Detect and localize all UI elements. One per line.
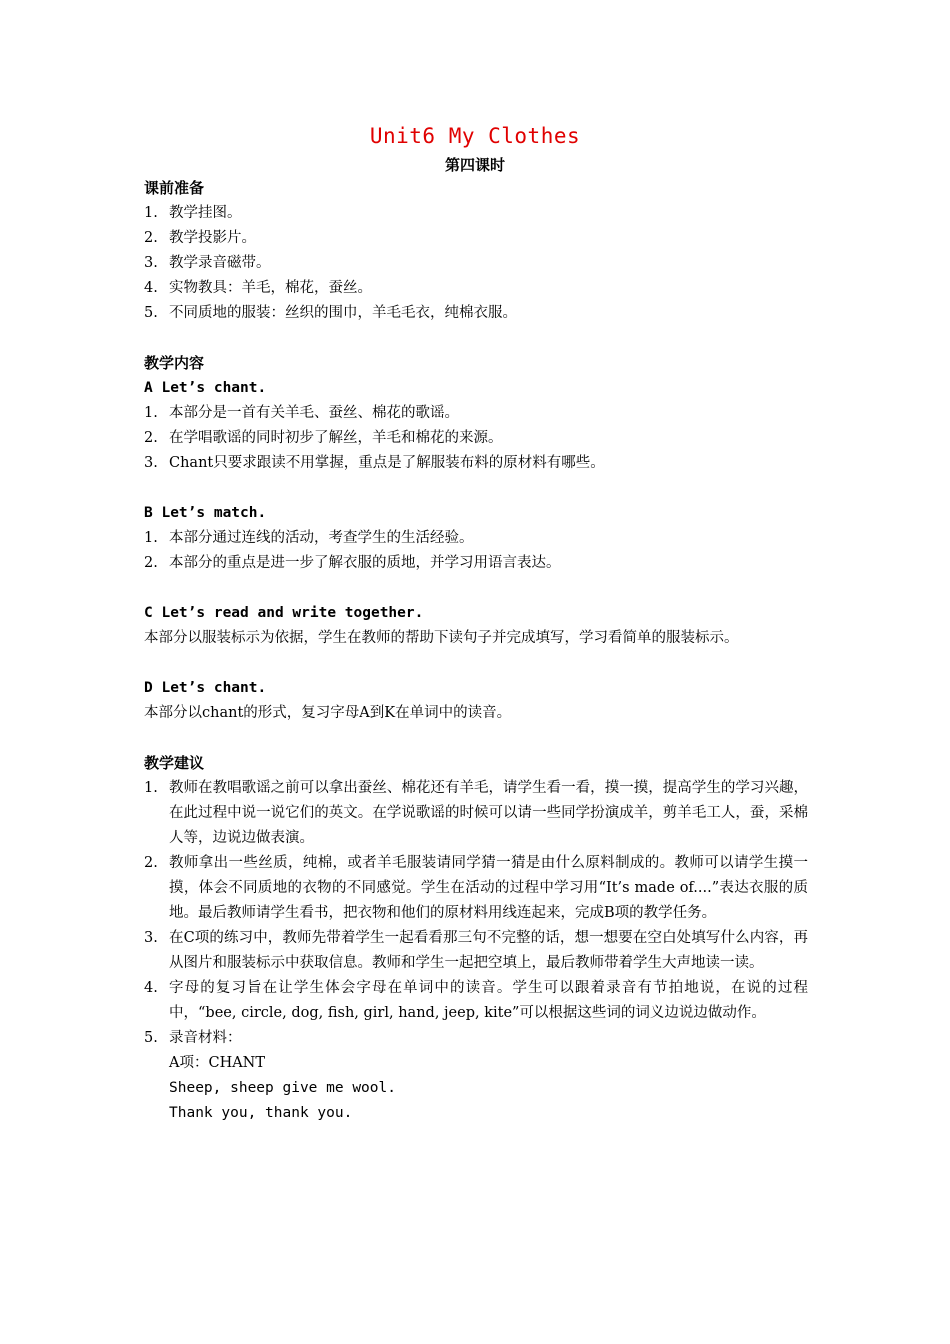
spacer xyxy=(144,576,808,601)
section-b-heading: B Let’s match. xyxy=(144,505,267,521)
lesson-subtitle: 第四课时 xyxy=(444,156,505,174)
section-c-heading: C Let’s read and write together. xyxy=(144,605,424,621)
list-item xyxy=(144,551,808,576)
item-number: 1. xyxy=(144,205,158,221)
list-item xyxy=(144,976,808,1026)
spacer xyxy=(144,726,808,751)
item-text: 教学挂图。 xyxy=(169,205,242,221)
item-number: 3. xyxy=(144,455,158,471)
item-number: 1. xyxy=(144,780,158,796)
section-d-text: 本部分以chant的形式，复习字母A到K在单词中的读音。 xyxy=(144,705,512,721)
document-body xyxy=(144,176,808,1126)
item-number: 1. xyxy=(144,405,158,421)
item-number: 1. xyxy=(144,530,158,546)
section-d-heading: D Let’s chant. xyxy=(144,680,267,696)
list-item xyxy=(144,201,808,226)
section-a-heading: A Let’s chant. xyxy=(144,380,267,396)
prep-heading: 课前准备 xyxy=(144,179,205,197)
item-number: 2. xyxy=(144,230,158,246)
item-number: 2. xyxy=(144,855,158,871)
list-item xyxy=(144,226,808,251)
item-text: 不同质地的服装：丝织的围巾，羊毛毛衣，纯棉衣服。 xyxy=(169,305,517,321)
item-text: 实物教具：羊毛，棉花，蚕丝。 xyxy=(169,280,372,296)
item-number: 5. xyxy=(144,305,158,321)
list-item xyxy=(144,251,808,276)
item-number: 4. xyxy=(144,980,158,996)
item-text: 在C项的练习中，教师先带着学生一起看看那三句不完整的话，想一想要在空白处填写什么内容，再从图片和服装标示中获取信息。教师和学生一起把空填上，最后教师带着学生大声地读一读。 xyxy=(169,930,808,971)
item-text: 教师拿出一些丝质，纯棉，或者羊毛服装请同学猜一猜是由什么原料制成的。教师可以请学生摸一摸，体会不同质地的衣物的不同感觉。学生在活动的过程中学习用“It’s made of....”表达衣服的质地。最后教师请学生看书，把衣物和他们的原材料用线连起来，完成B项的教学任务。 xyxy=(169,855,808,921)
spacer xyxy=(144,651,808,676)
list-item xyxy=(144,301,808,326)
recording-line: Thank you, thank you. xyxy=(169,1105,353,1121)
item-text: 字母的复习旨在让学生体会字母在单词中的读音。学生可以跟着录音有节拍地说，在说的过程中，“bee, circle, dog, fish, girl, hand, jeep, kite”可以根据这些词的词义边说边做动作。 xyxy=(169,980,808,1021)
item-text: 本部分是一首有关羊毛、蚕丝、棉花的歌谣。 xyxy=(169,405,459,421)
recording-line: Sheep, sheep give me wool. xyxy=(169,1080,396,1096)
item-text: 本部分的重点是进一步了解衣服的质地，并学习用语言表达。 xyxy=(169,555,561,571)
item-text: 教学投影片。 xyxy=(169,230,256,246)
item-text: 本部分通过连线的活动，考查学生的生活经验。 xyxy=(169,530,474,546)
item-number: 4. xyxy=(144,280,158,296)
list-item xyxy=(144,526,808,551)
advice-heading: 教学建议 xyxy=(144,754,205,772)
list-item xyxy=(144,401,808,426)
item-number: 5. xyxy=(144,1030,158,1046)
page-title: Unit6 My Clothes xyxy=(369,124,581,148)
spacer xyxy=(144,476,808,501)
list-item xyxy=(144,1026,808,1051)
spacer xyxy=(144,326,808,351)
recording-line: A项：CHANT xyxy=(169,1055,266,1071)
item-number: 2. xyxy=(144,555,158,571)
item-text: 录音材料： xyxy=(169,1030,242,1046)
section-c-text: 本部分以服装标示为依据，学生在教师的帮助下读句子并完成填写，学习看简单的服装标示。 xyxy=(144,630,739,646)
list-item xyxy=(144,276,808,301)
item-number: 3. xyxy=(144,930,158,946)
item-text: 教学录音磁带。 xyxy=(169,255,271,271)
item-text: 教师在教唱歌谣之前可以拿出蚕丝、棉花还有羊毛，请学生看一看，摸一摸，提高学生的学习兴趣，在此过程中说一说它们的英文。在学说歌谣的时候可以请一些同学扮演成羊，剪羊毛工人，蚕，采棉人等，边说边做表演。 xyxy=(169,780,808,846)
list-item xyxy=(144,926,808,976)
list-item xyxy=(144,776,808,851)
item-number: 3. xyxy=(144,255,158,271)
list-item xyxy=(144,426,808,451)
item-text: 在学唱歌谣的同时初步了解丝，羊毛和棉花的来源。 xyxy=(169,430,503,446)
list-item xyxy=(144,851,808,926)
list-item xyxy=(144,451,808,476)
content-heading: 教学内容 xyxy=(144,354,205,372)
item-number: 2. xyxy=(144,430,158,446)
item-text: Chant只要求跟读不用掌握，重点是了解服装布料的原材料有哪些。 xyxy=(169,455,605,471)
